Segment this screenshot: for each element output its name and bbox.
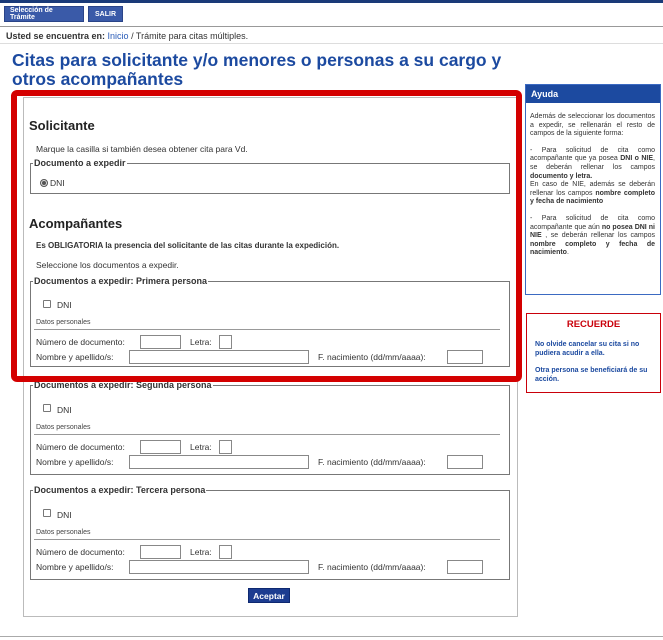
aceptar-button[interactable]: Aceptar xyxy=(248,588,290,603)
select-note: Seleccione los documentos a expedir. xyxy=(36,260,179,270)
persona-1-nacimiento-input[interactable] xyxy=(447,350,483,364)
breadcrumb-separator: / xyxy=(128,31,136,41)
breadcrumb-home-link[interactable]: Inicio xyxy=(107,31,129,41)
persona-1-letra-label: Letra: xyxy=(190,337,212,347)
persona-2-dni-label: DNI xyxy=(57,405,72,415)
solicitante-dni-label: DNI xyxy=(50,178,65,188)
help-para-2: - Para solicitud de cita como acompañante que ya posea DNI o NIE, se deberán rellenar los campos documento y letra. xyxy=(530,146,655,180)
persona-2-nacimiento-input[interactable] xyxy=(447,455,483,469)
salir-button[interactable]: SALIR xyxy=(88,6,123,22)
persona-1-dni-label: DNI xyxy=(57,300,72,310)
persona-3-legend: Documentos a expedir: Tercera persona xyxy=(34,485,206,495)
persona-2-letra-input[interactable] xyxy=(219,440,232,454)
persona-1-divider xyxy=(34,329,500,330)
help-title: Ayuda xyxy=(526,85,660,103)
persona-1-numero-input[interactable] xyxy=(140,335,181,349)
persona-3-nombre-input[interactable] xyxy=(129,560,309,574)
solicitante-dni-radio[interactable] xyxy=(40,179,48,187)
breadcrumb-divider xyxy=(0,43,663,44)
persona-2-dni-checkbox[interactable] xyxy=(43,404,51,412)
help-para-1: Además de seleccionar los documentos a expedir, se rellenarán el resto de campos de la siguiente forma: xyxy=(530,113,655,138)
page-title: Citas para solicitante y/o menores o personas a su cargo y otros acompañantes xyxy=(12,50,502,89)
persona-3-nacimiento-label: F. nacimiento (dd/mm/aaaa): xyxy=(318,562,426,572)
persona-2-nacimiento-label: F. nacimiento (dd/mm/aaaa): xyxy=(318,457,426,467)
persona-1-nacimiento-label: F. nacimiento (dd/mm/aaaa): xyxy=(318,352,426,362)
persona-3-divider xyxy=(34,539,500,540)
top-strip xyxy=(0,0,663,3)
breadcrumb-prefix: Usted se encuentra en: xyxy=(6,31,106,41)
recuerde-title: RECUERDE xyxy=(566,319,621,330)
persona-3-dni-checkbox[interactable] xyxy=(43,509,51,517)
header-divider xyxy=(0,26,663,27)
recuerde-text-2: Otra persona se beneficiará de su acción. xyxy=(535,367,648,383)
persona-2-numero-input[interactable] xyxy=(140,440,181,454)
breadcrumb-current: Trámite para citas múltiples. xyxy=(135,31,249,41)
persona-2-divider xyxy=(34,434,500,435)
persona-1-nombre-label: Nombre y apellido/s: xyxy=(36,352,114,362)
persona-1-numero-label: Número de documento: xyxy=(36,337,125,347)
solicitante-heading: Solicitante xyxy=(29,118,95,133)
persona-3-datos-label: Datos personales xyxy=(36,529,91,536)
persona-2-letra-label: Letra: xyxy=(190,442,212,452)
persona-2-nombre-input[interactable] xyxy=(129,455,309,469)
recuerde-box xyxy=(526,313,661,393)
solicitante-fieldset xyxy=(30,158,510,194)
solicitante-legend: Documento a expedir xyxy=(34,158,126,168)
persona-3-letra-label: Letra: xyxy=(190,547,212,557)
footer-divider xyxy=(0,636,663,637)
breadcrumb xyxy=(6,31,248,41)
persona-3-dni-label: DNI xyxy=(57,510,72,520)
persona-1-letra-input[interactable] xyxy=(219,335,232,349)
persona-3-numero-label: Número de documento: xyxy=(36,547,125,557)
persona-1-dni-checkbox[interactable] xyxy=(43,300,51,308)
persona-2-nombre-label: Nombre y apellido/s: xyxy=(36,457,114,467)
persona-3-nombre-label: Nombre y apellido/s: xyxy=(36,562,114,572)
help-para-3: En caso de NIE, además se deberán rellenar los campos nombre completo y fecha de nacimiento xyxy=(530,181,655,206)
mandatory-note: Es OBLIGATORIA la presencia del solicitante de las citas durante la expedición. xyxy=(36,241,340,250)
persona-2-legend: Documentos a expedir: Segunda persona xyxy=(34,380,212,390)
persona-2-numero-label: Número de documento: xyxy=(36,442,125,452)
help-body xyxy=(526,103,660,258)
seleccion-tramite-button[interactable]: Selección de Trámite xyxy=(4,6,84,22)
help-panel xyxy=(525,84,661,295)
acompanantes-heading: Acompañantes xyxy=(29,216,123,231)
persona-3-numero-input[interactable] xyxy=(140,545,181,559)
persona-1-nombre-input[interactable] xyxy=(129,350,309,364)
persona-3-nacimiento-input[interactable] xyxy=(447,560,483,574)
persona-3-letra-input[interactable] xyxy=(219,545,232,559)
persona-2-datos-label: Datos personales xyxy=(36,424,91,431)
help-para-4: - Para solicitud de cita como acompañante que aún no posea DNI ni NIE , se deberán rellenar los campos nombre completo y fecha de nacimiento. xyxy=(530,214,655,257)
persona-1-datos-label: Datos personales xyxy=(36,319,91,326)
recuerde-text-1: No olvide cancelar su cita si no pudiera acudir a ella. xyxy=(535,341,640,357)
persona-1-legend: Documentos a expedir: Primera persona xyxy=(34,276,208,286)
solicitante-instruction: Marque la casilla si también desea obtener cita para Vd. xyxy=(36,144,248,154)
